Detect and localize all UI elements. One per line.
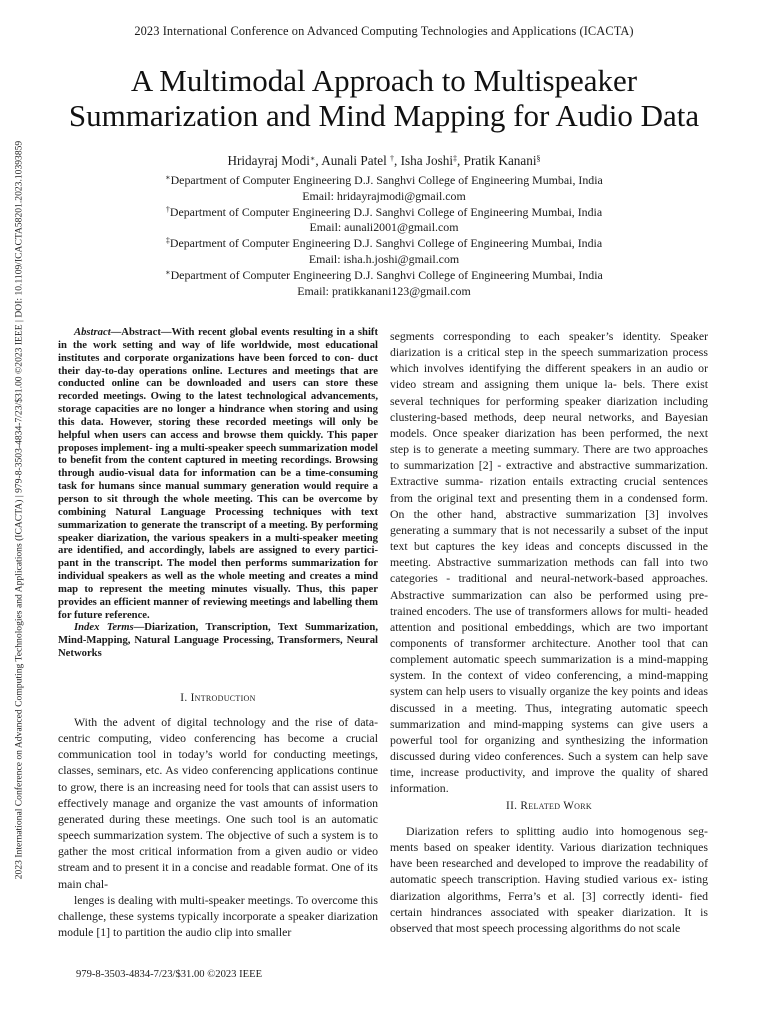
title-line-1: A Multimodal Approach to Multispeaker xyxy=(130,63,638,98)
section-heading-introduction: I. Introduction xyxy=(180,692,256,704)
body-paragraph: Diarization refers to splitting audio into homogenous seg- ments based on speaker identity. Various diarization techniques have been researched and developed to improve the readability of automatic speech transcription. Having studied various ex- isting diarization algorithms, Ferra’s et al. [3] correctly identi- fied certain hindrances associated with speaker diarization. It is observed that most speech processing algorithms do not scale xyxy=(390,824,708,935)
affiliation-dept xyxy=(0,205,768,221)
affiliation-dept-text: Department of Computer Engineering D.J. Sanghvi College of Engineering Mumbai, India xyxy=(170,267,603,282)
author-mark: † xyxy=(390,154,395,163)
affiliation-email: Email: hridayrajmodi@gmail.com xyxy=(302,188,466,203)
affiliation-mark: ‡ xyxy=(165,236,170,246)
abstract-paragraph xyxy=(58,327,378,622)
index-terms-label: Index Terms xyxy=(74,622,134,634)
index-terms-text: —Diarization, Transcription, Text Summarization, Mind-Mapping, Natural Language Processing, Transformers, Neural Networks xyxy=(58,622,378,660)
affiliation-mark: ∗ xyxy=(165,267,171,277)
section-heading-related-work: II. Related Work xyxy=(506,800,592,812)
conference-header: 2023 International Conference on Advanced Computing Technologies and Applications (ICACTA) xyxy=(134,24,634,38)
body-paragraph: segments corresponding to each speaker’s identity. Speaker diarization is a critical step in the speech summarization process which involves identifying the different speakers in an audio or video stream and assigning them unique la- bels. There exist several techniques for performing speaker diarization including clustering-based methods, deep neural networks, and Bayesian models. Once speaker diarization has been performed, the next step is to generate a meeting summary. There are two approaches to summarization [2] - extractive and abstractive summarization. Extractive summa- rization entails extracting crucial sentences from the original text and presenting them in a condensed form. On the other hand, abstractive summarization [3] involves generating a summary that is not necessarily a subset of the input text but captures the key ideas and concepts discussed in the meeting. Abstractive summarization methods can fall into two categories - traditional and neural-network-based approaches. Abstractive summarization can also be performed using pre- trained encoders. The use of transformers allows for multi- headed attention and positional embeddings, which are two important components of transformer architecture. Another tool that can complement automatic speech summarization is a mind-mapping system. In the context of video conferencing, a mind-mapping system can help users to visually organize the key points and ideas discussed in a meeting. Thus, integrating automatic speech summarization and mind-mapping systems can give users a powerful tool for organizing and synthesizing the information discussed during video conferences. Such a system can help save time, increase productivity, and improve the quality of shared information. xyxy=(390,329,708,796)
author-name: Isha Joshi xyxy=(400,153,454,168)
author-list xyxy=(0,153,768,169)
author-separator: , xyxy=(394,153,401,168)
author-name: Aunali Patel xyxy=(321,153,391,168)
affiliations xyxy=(0,173,768,299)
side-citation-text: 2023 International Conference on Advanced Computing Technologies and Applications (ICACTA) | 979-8-3503-4834-7/23/$31.00 ©2023 IEEE | DOI: 10.1109/ICACTA58201.2023.10393859 xyxy=(13,140,25,880)
abstract-label: Abstract xyxy=(74,327,111,338)
affiliation-email: Email: isha.h.joshi@gmail.com xyxy=(308,251,460,266)
introduction-body xyxy=(58,714,378,940)
affiliation-email: Email: aunali2001@gmail.com xyxy=(309,220,459,235)
body-paragraph: With the advent of digital technology and the rise of data-centric computing, video conferencing has become a crucial communication tool in today’s world for conducting meetings, classes, seminars, etc. As video conferencing applications continue to grow, there is an increasing need for tools that can assist users to effectively manage and organize the vast amounts of information generated during these meetings. One such tool is an automatic speech summarization system. The objective of such a system is to gather the most critical information from a given audio or video stream and to present it in a concise and readable format. One of its main chal- xyxy=(58,715,378,891)
author-separator: , xyxy=(457,153,464,168)
author-mark: ∗ xyxy=(309,154,316,163)
abstract-text: —Abstract—With recent global events resulting in a shift in the work setting and way of life worldwide, most educational institutes and corporate organizations have been forced to con- duct their day-to-day operations online. Lectures and meetings that are conducted online can be downloaded and users can store these recorded meetings. Owing to the latest technological advancements, storage capacities are no longer a hindrance when storing and using this data. However, storing these recorded meetings will only be helpful when users can access and browse them quickly. This paper proposes implement- ing a multi-speaker speech summarization model to benefit from the content captured in meeting recordings. Browsing through audio-visual data for information can be a time-consuming task for humans since manual summary generation would require a person to sit through the whole meeting. This can be overcome by combining Natural Language Processing techniques with text summarization to generate the transcript of a meeting. By performing speaker diarization, the various speakers in a multi-speaker meeting are identified, and accordingly, labels are assigned to every partici- pant in the transcript. The model then performs summarization for individual speakers as well as the whole meeting and creates a mind map to represent the meeting minutes visually. Thus, this paper provides an efficient manner of reviewing meetings and labelling them for future reference. xyxy=(58,327,378,621)
author-name: Pratik Kanani xyxy=(463,153,537,168)
author-separator: , xyxy=(315,153,322,168)
paper-title xyxy=(40,63,728,133)
right-column-body xyxy=(390,328,708,797)
affiliation-mark: † xyxy=(165,204,170,214)
affiliation-dept xyxy=(0,268,768,284)
index-terms xyxy=(58,622,378,661)
author-name: Hridayraj Modi xyxy=(227,153,310,168)
affiliation-mark: ∗ xyxy=(165,173,171,182)
affiliation-dept xyxy=(0,173,768,189)
affiliation-dept-text: Department of Computer Engineering D.J. Sanghvi College of Engineering Mumbai, India xyxy=(169,204,603,219)
affiliation-email: Email: pratikkanani123@gmail.com xyxy=(297,283,471,298)
related-work-body xyxy=(390,823,708,936)
affiliation-dept-text: Department of Computer Engineering D.J. Sanghvi College of Engineering Mumbai, India xyxy=(170,173,603,187)
abstract xyxy=(58,327,378,661)
body-paragraph: lenges is dealing with multi-speaker meetings. To overcome this challenge, these systems typically incorporate a speaker diarization module [1] to partition the audio clip into smaller xyxy=(58,892,378,940)
affiliation-dept xyxy=(0,236,768,252)
affiliation-dept-text: Department of Computer Engineering D.J. Sanghvi College of Engineering Mumbai, India xyxy=(169,236,603,251)
author-mark: ‡ xyxy=(453,154,458,163)
title-line-2: Summarization and Mind Mapping for Audio Data xyxy=(68,98,700,133)
copyright-footer: 979-8-3503-4834-7/23/$31.00 ©2023 IEEE xyxy=(76,969,263,980)
author-mark: § xyxy=(536,154,541,163)
